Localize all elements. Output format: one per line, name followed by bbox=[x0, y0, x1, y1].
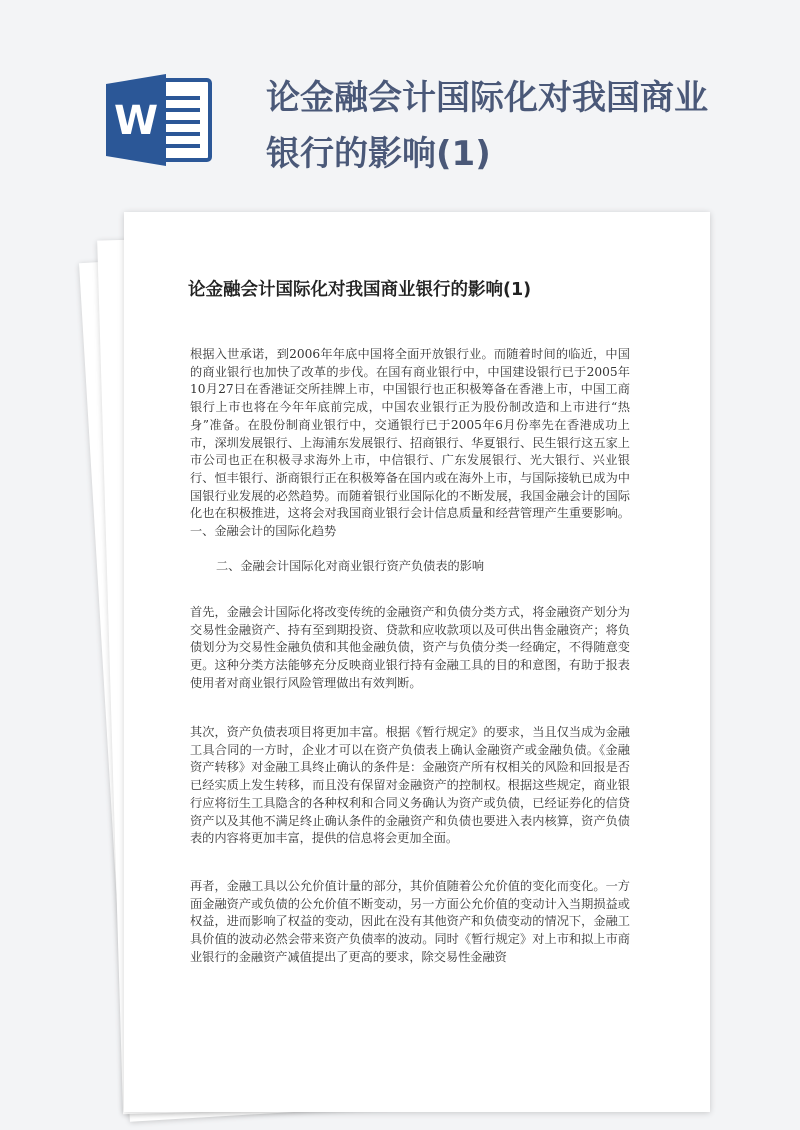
word-icon-letter: W bbox=[113, 98, 159, 144]
word-document-icon bbox=[104, 74, 216, 166]
document-title: 论金融会计国际化对我国商业银行的影响(1) bbox=[188, 280, 532, 300]
page-header-title: 论金融会计国际化对我国商业银行的影响(1) bbox=[266, 78, 708, 174]
document-paragraph: 根据入世承诺，到2006年年底中国将全面开放银行业。而随着时间的临近，中国的商业银行也加快了改革的步伐。在国有商业银行中，中国建设银行已于2005年10月27日在香港证交所挂牌上市，中国银行也正积极筹备在香港上市，中国工商银行上市也将在今年年底前完成，中国农业银行正为股份制改造和上市进行“热身”准备。在股份制商业银行中，交通银行已于2005年6月份率先在香港成功上市，深圳发展银行、上海浦东发展银行、招商银行、华夏银行、民生银行这五家上市公司也正在积极寻求海外上市，中信银行、广东发展银行、光大银行、兴业银行、恒丰银行、浙商银行正在积极筹备在国内或在海外上市，与国际接轨已成为中国银行业发展的必然趋势。而随着银行业国际化的不断发展，我国金融会计的国际化也在积极推进，这将会对我国商业银行会计信息质量和经营管理产生重要影响。 一、金融会计的国际化趋势 bbox=[190, 347, 630, 539]
section-heading: 二、金融会计国际化对商业银行资产负债表的影响 bbox=[216, 559, 485, 573]
document-paragraph: 首先，金融会计国际化将改变传统的金融资产和负债分类方式，将金融资产划分为交易性金融资产、持有至到期投资、贷款和应收款项以及可供出售金融资产；将负债划分为交易性金融负债和其他金融负债，资产与负债分类一经确定，不得随意变更。这种分类方法能够充分反映商业银行持有金融工具的目的和意图，有助于报表使用者对商业银行风险管理做出有效判断。 bbox=[190, 605, 630, 690]
document-paragraph: 其次，资产负债表项目将更加丰富。根据《暂行规定》的要求，当且仅当成为金融工具合同的一方时，企业才可以在资产负债表上确认金融资产或金融负债。《金融资产转移》对金融工具终止确认的条件是：金融资产所有权相关的风险和回报是否已经实质上发生转移，而且没有保留对金融资产的控制权。根据这些规定，商业银行应将衍生工具隐含的各种权利和合同义务确认为资产或负债，已经证券化的信贷资产以及其他不满足终止确认条件的金融资产和负债也要进入表内核算，资产负债表的内容将更加丰富，提供的信息将会更加全面。 bbox=[190, 725, 630, 846]
document-paragraph: 再者，金融工具以公允价值计量的部分，其价值随着公允价值的变化而变化。一方面金融资产或负债的公允价值不断变动，另一方面公允价值的变动计入当期损益或权益，进而影响了权益的变动，因此在没有其他资产和负债变动的情况下，金融工具价值的波动必然会带来资产负债率的波动。同时《暂行规定》对上市和拟上市商业银行的金融资产减值提出了更高的要求，除交易性金融资 bbox=[190, 879, 630, 964]
